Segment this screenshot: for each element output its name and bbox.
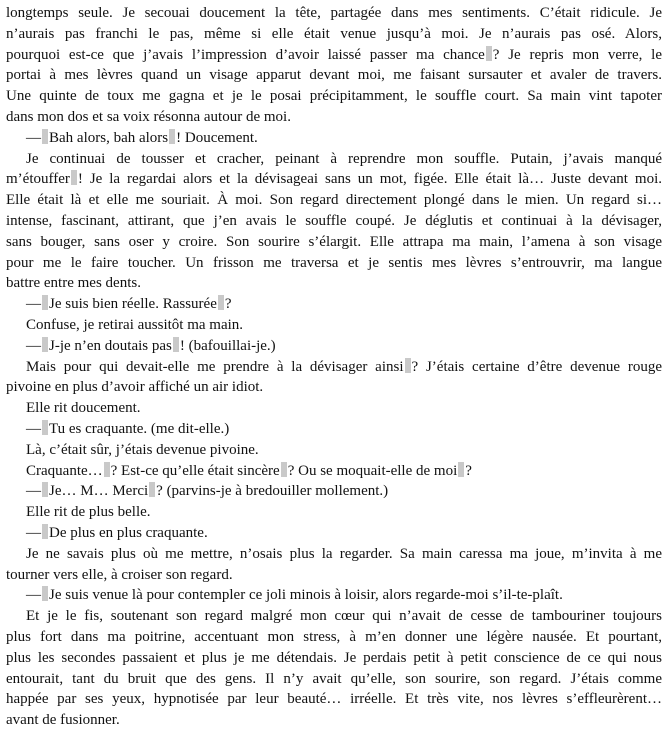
text-run: entourait, tant du bruit que des gens. Il n’y avait qu’elle, son sourire, son regard. J’étais comme — [6, 670, 662, 687]
text-run: Et je le fis, soutenant son regard malgré mon cœur qui n’avait de cesse de tambouriner toujours — [26, 608, 662, 625]
text-run: Je ne savais plus où me mettre, n’osais plus la regarder. Sa main caressa ma joue, m’invita à me — [26, 545, 662, 562]
text-run: Je… M… Merci — [49, 483, 149, 500]
text-line — [6, 24, 662, 45]
text-run: ? Est-ce qu’elle était sincère — [110, 462, 280, 479]
text-run: — — [26, 483, 41, 500]
text-run: Là, c’était sûr, j’étais devenue pivoine. — [26, 441, 259, 458]
text-line — [6, 689, 662, 710]
text-line — [6, 190, 662, 211]
text-run: Tu es craquante. (me dit-elle.) — [49, 420, 230, 437]
text-run: Elle rit de plus belle. — [26, 504, 151, 521]
text-run: Craquante… — [26, 462, 103, 479]
text-run: Bah alors, bah alors — [49, 129, 169, 146]
nonbreaking-space-marker — [218, 295, 224, 310]
text-run: Elle rit doucement. — [26, 400, 141, 417]
text-line — [6, 440, 662, 461]
text-run: Mais pour qui devait-elle me prendre à la dévisager ainsi — [26, 358, 404, 375]
nonbreaking-space-marker — [42, 295, 48, 310]
text-run: Une quinte de toux me gagna et je le posai précipitamment, le souffle court. Sa main vint tapoter — [6, 88, 662, 105]
text-run: De plus en plus craquante. — [49, 524, 208, 541]
text-run: Confuse, je retirai aussitôt ma main. — [26, 316, 244, 333]
text-line — [6, 648, 662, 669]
text-line — [6, 565, 662, 586]
nonbreaking-space-marker — [169, 129, 175, 144]
text-run: — — [26, 296, 41, 313]
text-line — [6, 128, 662, 149]
text-run: — — [26, 337, 41, 354]
text-line — [6, 169, 662, 190]
text-run: plus les secondes passaient et plus je me détendais. Je perdais petit à petit conscience de ce qui nous — [6, 649, 662, 666]
nonbreaking-space-marker — [42, 129, 48, 144]
text-line — [6, 544, 662, 565]
text-line — [6, 669, 662, 690]
text-run: ? (parvins-je à bredouiller mollement.) — [156, 483, 389, 500]
text-line — [6, 606, 662, 627]
text-run: ? Je repris mon verre, le — [492, 46, 663, 63]
text-run: Je continuai de tousser et cracher, peinant à reprendre mon souffle. Putain, j’avais manqué — [26, 150, 662, 167]
text-line — [6, 65, 662, 86]
nonbreaking-space-marker — [486, 46, 492, 61]
nonbreaking-space-marker — [71, 170, 77, 185]
text-run: intense, fascinant, attirant, que j’en avais le souffle coupé. Je déglutis et continuai à la dévisager, — [6, 212, 662, 229]
text-run: ! (bafouillai-je.) — [179, 337, 276, 354]
text-run: sans bouger, sans oser y croire. Son sourire s’élargit. Elle attrapa ma main, l’amena à son visage — [6, 233, 662, 250]
nonbreaking-space-marker — [458, 462, 464, 477]
nonbreaking-space-marker — [173, 337, 179, 352]
nonbreaking-space-marker — [149, 482, 155, 497]
text-line — [6, 710, 662, 731]
text-run: pour me le faire toucher. Un frisson me traversa et je sentis mes lèvres s’entrouvrir, ma langue — [6, 254, 662, 271]
text-line — [6, 357, 662, 378]
text-line — [6, 211, 662, 232]
text-run: ! Doucement. — [176, 129, 258, 146]
text-line — [6, 585, 662, 606]
text-run: longtemps seule. Je secouai doucement la tête, partagée dans mes sentiments. C’était ridicule. Je — [6, 5, 662, 21]
text-line — [6, 481, 662, 502]
nonbreaking-space-marker — [405, 358, 411, 373]
text-run: pourquoi est-ce que j’avais l’impression d’avoir laissé passer ma chance — [6, 46, 485, 63]
text-line — [6, 336, 662, 357]
nonbreaking-space-marker — [42, 337, 48, 352]
nonbreaking-space-marker — [42, 524, 48, 539]
text-line — [6, 45, 662, 66]
text-run: dans mon dos et sa voix résonna autour de moi. — [6, 108, 291, 125]
nonbreaking-space-marker — [42, 482, 48, 497]
text-run: ? — [224, 296, 232, 313]
text-line — [6, 3, 662, 24]
text-line — [6, 273, 662, 294]
text-line — [6, 107, 662, 128]
text-run: n’aurais pas franchi le pas, même si elle était venue jusqu’à moi. Je n’aurais pas osé. Alors, — [6, 25, 662, 42]
text-line — [6, 377, 662, 398]
text-run: battre entre mes dents. — [6, 275, 141, 292]
nonbreaking-space-marker — [42, 420, 48, 435]
text-line — [6, 523, 662, 544]
text-run: portai à mes lèvres quand un visage apparut devant moi, me faisant sursauter et avaler de travers. — [6, 67, 662, 84]
text-line — [6, 315, 662, 336]
text-run: m’étouffer — [6, 171, 70, 188]
text-line — [6, 149, 662, 170]
text-run: — — [26, 420, 41, 437]
text-line — [6, 419, 662, 440]
text-run: ? — [465, 462, 472, 479]
text-line — [6, 86, 662, 107]
nonbreaking-space-marker — [104, 462, 110, 477]
text-line — [6, 502, 662, 523]
text-run: Elle était là et elle me souriait. À moi. Son regard directement plongé dans le mien. Un regard si… — [6, 192, 662, 209]
text-line — [6, 232, 662, 253]
text-run: plus fort dans ma poitrine, accentuant mon stress, à m’en donner une légère nausée. Et pourtant, — [6, 628, 662, 645]
text-run: — — [26, 524, 41, 541]
text-line — [6, 253, 662, 274]
text-line — [6, 398, 662, 419]
text-line — [6, 461, 662, 482]
text-run: pivoine en plus d’avoir affiché un air idiot. — [6, 379, 264, 396]
nonbreaking-space-marker — [281, 462, 287, 477]
text-run: ! Je la regardai alors et la dévisageai sans un mot, figée. Elle était là… Juste devant moi. — [77, 171, 662, 188]
text-run: Je suis venue là pour contempler ce joli minois à loisir, alors regarde-moi s’il-te-plaît. — [49, 587, 563, 604]
text-run: J-je n’en doutais pas — [49, 337, 172, 354]
text-run: ? Ou se moquait-elle de moi — [287, 462, 458, 479]
text-run: Je suis bien réelle. Rassurée — [49, 296, 217, 313]
text-run: — — [26, 587, 41, 604]
text-run: avant de fusionner. — [6, 712, 120, 729]
text-run: happée par ses yeux, hypnotisée par leur beauté… irréelle. Et très vite, nos lèvres s’effleurèrent… — [6, 691, 662, 708]
text-line — [6, 627, 662, 648]
text-run: ? J’étais certaine d’être devenue rouge — [411, 358, 662, 375]
text-run: tourner vers elle, à croiser son regard. — [6, 566, 233, 583]
nonbreaking-space-marker — [42, 586, 48, 601]
text-run: — — [26, 129, 41, 146]
text-line — [6, 294, 662, 315]
